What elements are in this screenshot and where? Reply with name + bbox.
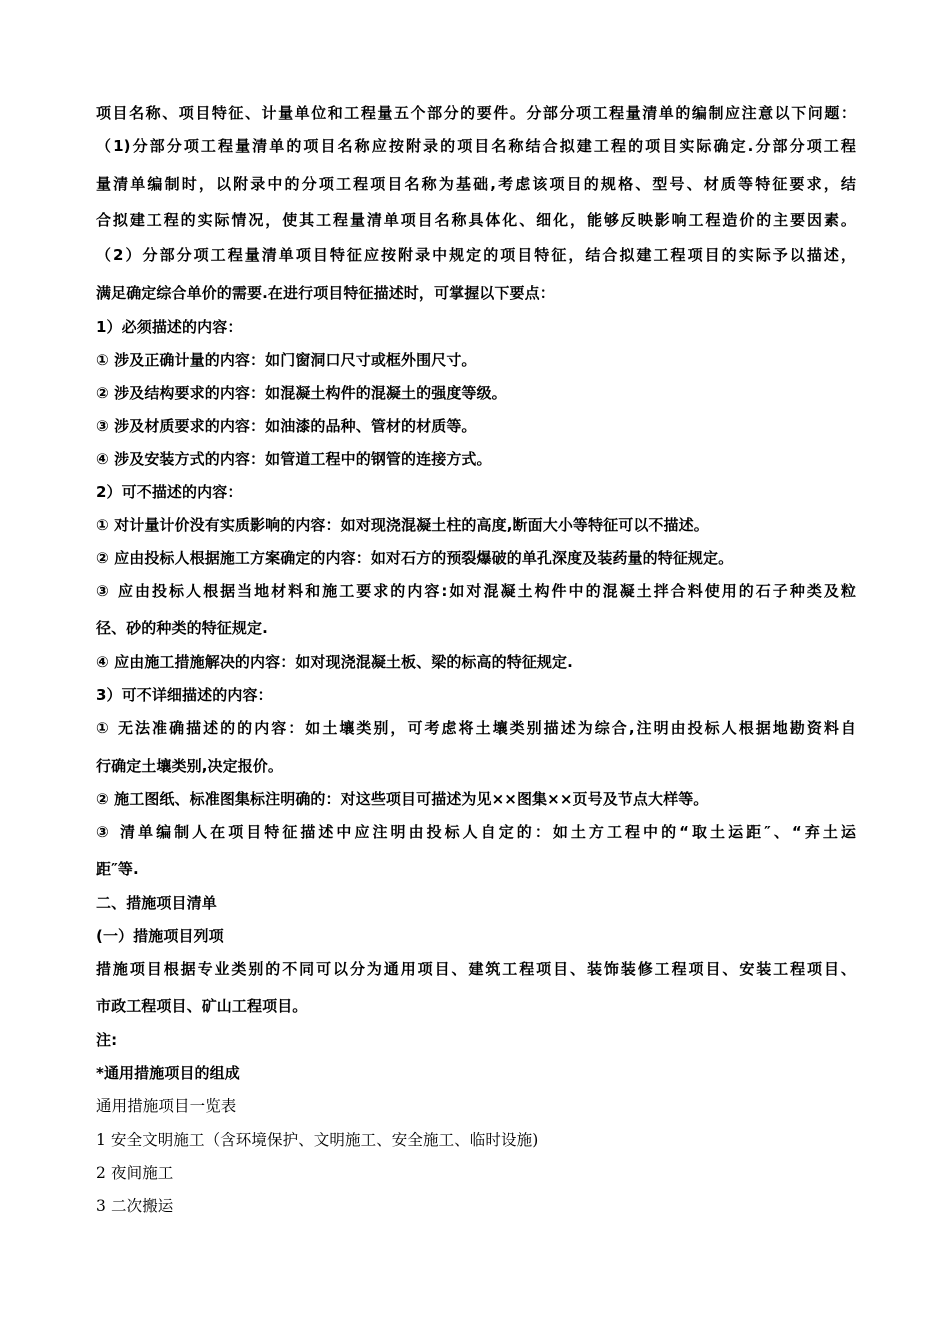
list-heading: 2）可不描述的内容： <box>96 483 243 501</box>
subsection-heading: (一）措施项目列项 <box>96 927 224 945</box>
list-item: ② 应由投标人根据施工方案确定的内容：如对石方的预裂爆破的单孔深度及装药量的特征规定。 <box>96 549 734 567</box>
list-item: ③ 应由投标人根据当地材料和施工要求的内容:如对混凝土构件中的混凝土拌合料使用的石子种类及粒 <box>96 582 856 600</box>
list-item: ④ 应由施工措施解决的内容：如对现浇混凝土板、梁的标高的特征规定. <box>96 653 573 671</box>
paragraph-line: （2）分部分项工程量清单项目特征应按附录中规定的项目特征，结合拟建工程项目的实际予以描述， <box>96 246 856 264</box>
list-item: ① 涉及正确计量的内容：如门窗洞口尺寸或框外围尺寸。 <box>96 351 477 369</box>
list-item: ④ 涉及安装方式的内容：如管道工程中的钢管的连接方式。 <box>96 450 492 468</box>
paragraph-line: 市政工程项目、矿山工程项目。 <box>96 997 308 1015</box>
list-item-continuation: 径、砂的种类的特征规定. <box>96 619 268 637</box>
list-item: ③ 清单编制人在项目特征描述中应注明由投标人自定的：如土方工程中的“取土运距″、“弃土运 <box>96 823 856 841</box>
list-item: ② 施工图纸、标准图集标注明确的：对这些项目可描述为见××图集××页号及节点大样等。 <box>96 790 709 808</box>
section-heading: 二、措施项目清单 <box>96 894 217 912</box>
paragraph-line: 措施项目根据专业类别的不同可以分为通用项目、建筑工程项目、装饰装修工程项目、安装工程项目、 <box>96 960 856 978</box>
list-item-continuation: 距″等. <box>96 860 139 878</box>
list-heading: 3）可不详细描述的内容： <box>96 686 273 704</box>
paragraph-line: 量清单编制时，以附录中的分项工程项目名称为基础,考虑该项目的规格、型号、材质等特征要求，结 <box>96 175 856 193</box>
paragraph-line: 满足确定综合单价的需要.在进行项目特征描述时，可掌握以下要点： <box>96 284 555 302</box>
paragraph-line: 项目名称、项目特征、计量单位和工程量五个部分的要件。分部分项工程量清单的编制应注意以下问题： <box>96 104 856 122</box>
table-row: 3 二次搬运 <box>96 1197 174 1215</box>
list-item-continuation: 行确定土壤类别,决定报价。 <box>96 757 283 775</box>
list-item: ① 对计量计价没有实质影响的内容：如对现浇混凝土柱的高度,断面大小等特征可以不描述。 <box>96 516 709 534</box>
table-title: 通用措施项目一览表 <box>96 1097 237 1115</box>
table-row: 1 安全文明施工（含环境保护、文明施工、安全施工、临时设施) <box>96 1131 539 1149</box>
list-heading: 1）必须描述的内容： <box>96 318 243 336</box>
list-item: ③ 涉及材质要求的内容：如油漆的品种、管材的材质等。 <box>96 417 477 435</box>
note-label: 注: <box>96 1031 118 1049</box>
table-row: 2 夜间施工 <box>96 1164 174 1182</box>
list-item: ① 无法准确描述的的内容：如土壤类别，可考虑将土壤类别描述为综合,注明由投标人根据地勘资料自 <box>96 719 856 737</box>
paragraph-line: （1)分部分项工程量清单的项目名称应按附录的项目名称结合拟建工程的项目实际确定.分部分项工程 <box>96 137 856 155</box>
list-item: ② 涉及结构要求的内容：如混凝土构件的混凝土的强度等级。 <box>96 384 507 402</box>
paragraph-line: 合拟建工程的实际情况，使其工程量清单项目名称具体化、细化，能够反映影响工程造价的主要因素。 <box>96 211 856 229</box>
note-heading: *通用措施项目的组成 <box>96 1064 240 1082</box>
